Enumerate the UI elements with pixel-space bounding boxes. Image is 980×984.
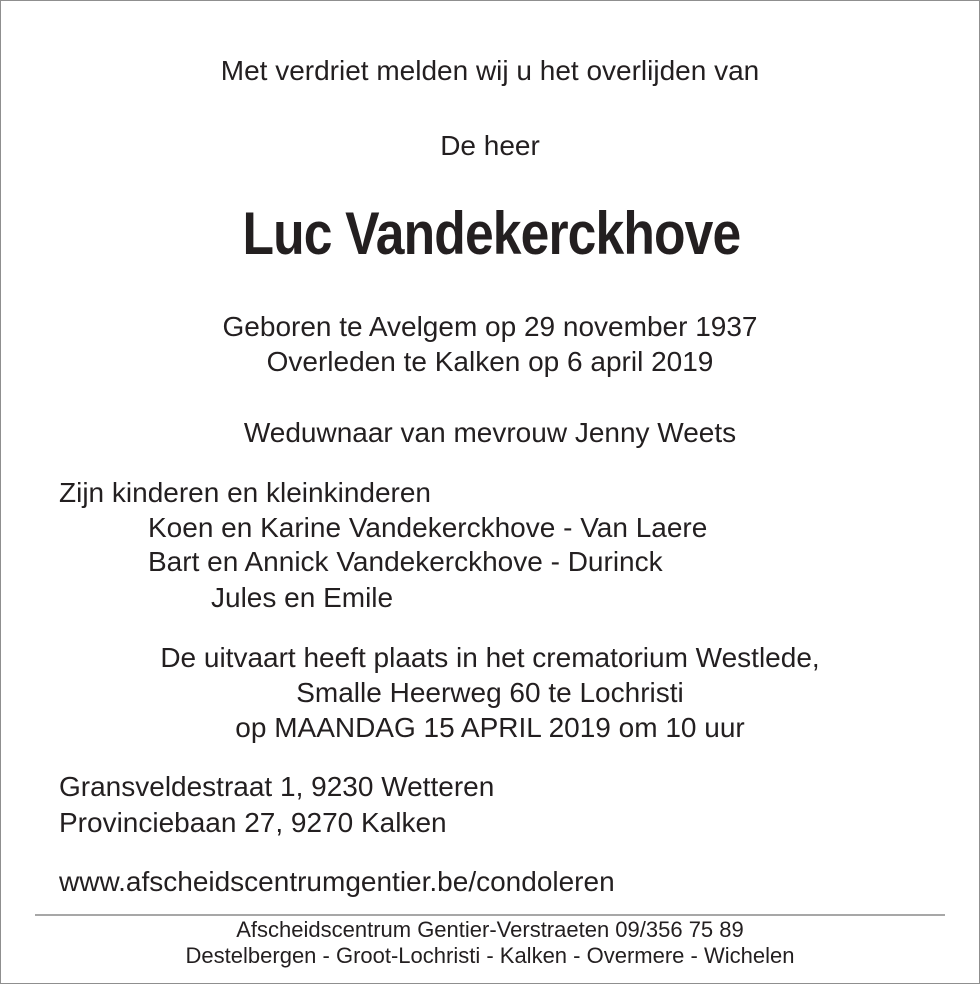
funeral-line: De uitvaart heeft plaats in het crematorium Westlede,: [160, 642, 820, 673]
family-line: Bart en Annick Vandekerckhove - Durinck: [148, 546, 663, 577]
footer-company: Afscheidscentrum Gentier-Verstraeten 09/356 75 89: [236, 917, 744, 942]
salutation: De heer: [440, 130, 540, 161]
footer-divider: [35, 914, 945, 916]
family-line: Koen en Karine Vandekerckhove - Van Laere: [148, 512, 708, 543]
widower-line: Weduwnaar van mevrouw Jenny Weets: [243, 417, 737, 448]
family-heading: Zijn kinderen en kleinkinderen: [59, 477, 431, 508]
intro-text: Met verdriet melden wij u het overlijden van: [220, 55, 760, 86]
grandchildren-line: Jules en Emile: [211, 582, 394, 613]
address-line: Gransveldestraat 1, 9230 Wetteren: [59, 771, 495, 802]
address-line: Provinciebaan 27, 9270 Kalken: [59, 807, 447, 838]
funeral-line: op MAANDAG 15 APRIL 2019 om 10 uur: [235, 712, 745, 743]
deceased-name: Luc Vandekerckhove: [242, 200, 741, 267]
death-line: Overleden te Kalken op 6 april 2019: [266, 346, 714, 377]
birth-line: Geboren te Avelgem op 29 november 1937: [222, 311, 758, 342]
funeral-line: Smalle Heerweg 60 te Lochristi: [296, 677, 684, 708]
condolence-website: www.afscheidscentrumgentier.be/condoleren: [59, 866, 615, 897]
footer-locations: Destelbergen - Groot-Lochristi - Kalken - Overmere - Wichelen: [185, 943, 795, 968]
